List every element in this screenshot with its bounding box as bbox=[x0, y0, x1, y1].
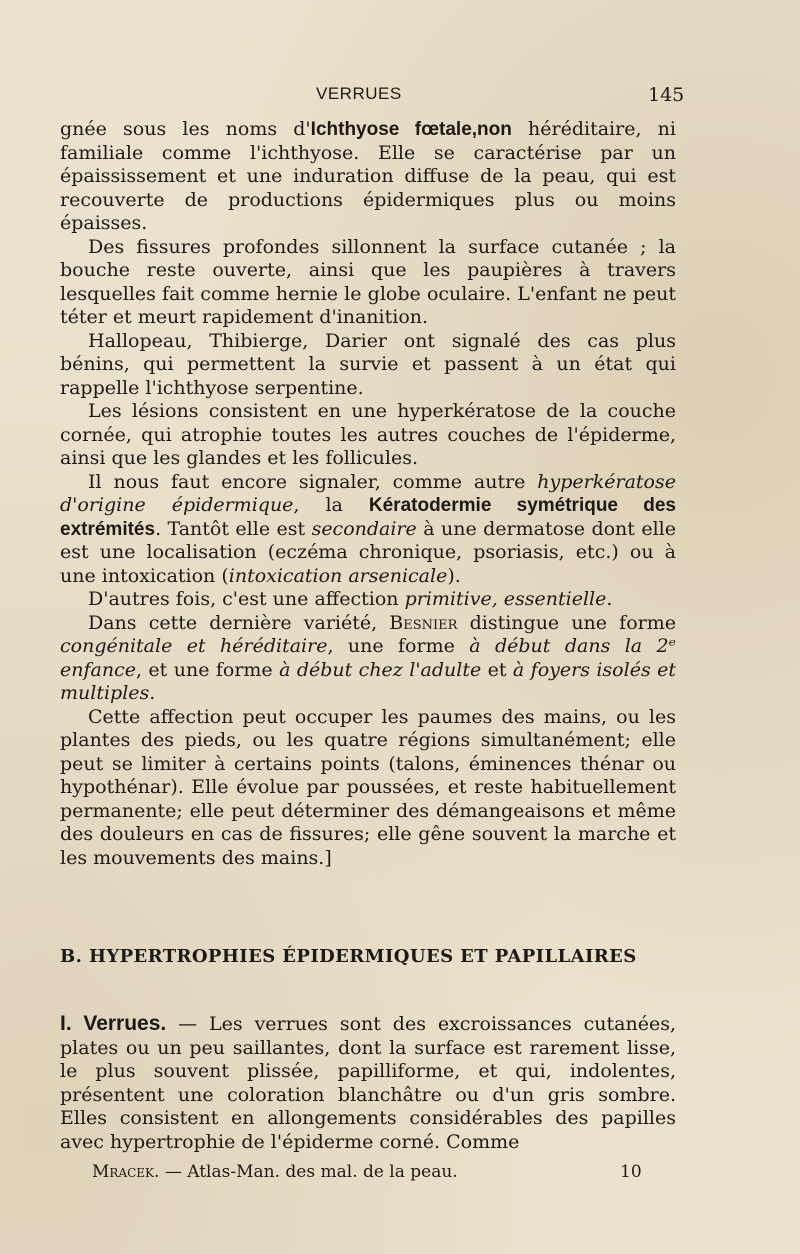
paragraph-7 bbox=[60, 612, 676, 706]
paragraph-5 bbox=[60, 471, 676, 589]
section-title: B. HYPERTROPHIES ÉPIDERMIQUES ET PAPILLAIRES bbox=[60, 946, 637, 967]
text-run: D'autres fois, c'est une affection bbox=[88, 588, 405, 610]
text-run: et bbox=[481, 658, 513, 681]
footer-author: Mracek. bbox=[92, 1162, 160, 1182]
text-run: ). bbox=[447, 564, 461, 587]
text-run: . Tantôt elle est bbox=[155, 517, 312, 540]
paragraph-2: Des fissures profondes sillonnent la surface cutanée ; la bouche reste ouverte, ainsi que les paupières à travers lesquelles fait comme hernie le globe oculaire. L'enfant ne peut téter et meurt rapidement d'inanition. bbox=[60, 235, 676, 328]
running-head: VERRUES bbox=[316, 84, 402, 103]
body-text bbox=[60, 118, 676, 870]
paragraph-3: Hallopeau, Thibierge, Darier ont signalé des cas plus bénins, qui permettent la survie et passent à un état qui rappelle l'ichthyose serpentine. bbox=[60, 329, 676, 399]
text-run: Il nous faut encore signaler, comme autre bbox=[88, 470, 538, 493]
text-run: , une forme bbox=[327, 635, 470, 657]
text-run: à une dermatose dont elle est une localisation (eczéma chronique, psoriasis, etc.) ou à une intoxication ( bbox=[60, 517, 676, 587]
paragraph-8: Cette affection peut occuper les paumes des mains, ou les plantes des pieds, ou les quatre régions simultanément; elle peut se limiter à certains points (talons, éminences thénar ou hypothénar). Elle évolue par poussées, et reste habituellement permanente; elle peut déterminer des démangeaisons et même des douleurs en cas de fissures; elle gêne souvent la marche et les mouvements des mains.] bbox=[60, 705, 676, 869]
italic-term: intoxication arsenicale bbox=[228, 564, 448, 587]
italic-term: secondaire bbox=[311, 517, 417, 540]
italic-term: à début chez l'adulte bbox=[279, 658, 482, 681]
page-header bbox=[0, 84, 800, 108]
term-ichthyose-foetale: Ichthyose fœtale,non bbox=[310, 119, 512, 140]
term-keratodermie: Kératodermie symétrique des extrémités bbox=[60, 495, 676, 540]
text-run: , et une forme bbox=[135, 658, 280, 681]
italic-term: à début dans la 2ᵉ enfance bbox=[60, 635, 676, 681]
paragraph-4: Les lésions consistent en une hyperkératose de la couche cornée, qui atrophie toutes les autres couches de l'épiderme, ainsi que les glandes et les follicules. bbox=[60, 400, 676, 469]
paragraph-1 bbox=[60, 118, 676, 236]
text-run: gnée sous les noms d' bbox=[60, 118, 311, 140]
text-run: . bbox=[606, 588, 613, 610]
text-run: distingue une forme bbox=[457, 611, 677, 634]
text-run: — Les verrues sont des excroissances cutanées, plates ou un peu saillantes, dont la surface est rarement lisse, le plus souvent plissée, papilliforme, et qui, indolentes, présentent une coloration blanchâtre ou d'un gris sombre. Elles consistent en allongements considérables des papilles avec hypertrophie de l'épiderme corné. Comme bbox=[60, 1013, 676, 1153]
page-footer bbox=[0, 1162, 800, 1186]
footer-title: — Atlas-Man. des mal. de la peau. bbox=[159, 1162, 458, 1182]
italic-term: congénitale et héréditaire bbox=[60, 635, 328, 657]
verrues-paragraph bbox=[60, 1012, 676, 1154]
text-run: , la bbox=[293, 494, 369, 516]
text-run: . bbox=[149, 682, 156, 704]
text-run: héréditaire, ni familiale comme l'ichthyose. Elle se caractérise par un épaississement et une induration diffuse de la peau, qui est recouverte de productions épidermiques plus ou moins épaisses. bbox=[60, 118, 676, 234]
italic-term: hyperkératose d'origine épidermique bbox=[60, 470, 676, 516]
verrues-heading: I. Verrues. bbox=[60, 1012, 167, 1035]
signature-mark: 10 bbox=[620, 1162, 642, 1182]
italic-term: primitive, essentielle bbox=[404, 588, 607, 610]
author-name: Besnier bbox=[389, 611, 458, 634]
text-run: Dans cette dernière variété, bbox=[88, 611, 390, 634]
page-number: 145 bbox=[648, 84, 685, 106]
paragraph-6 bbox=[60, 588, 676, 612]
section-body bbox=[60, 1012, 676, 1154]
footer-citation bbox=[92, 1162, 458, 1182]
italic-term: à foyers isolés et multiples bbox=[60, 658, 676, 704]
